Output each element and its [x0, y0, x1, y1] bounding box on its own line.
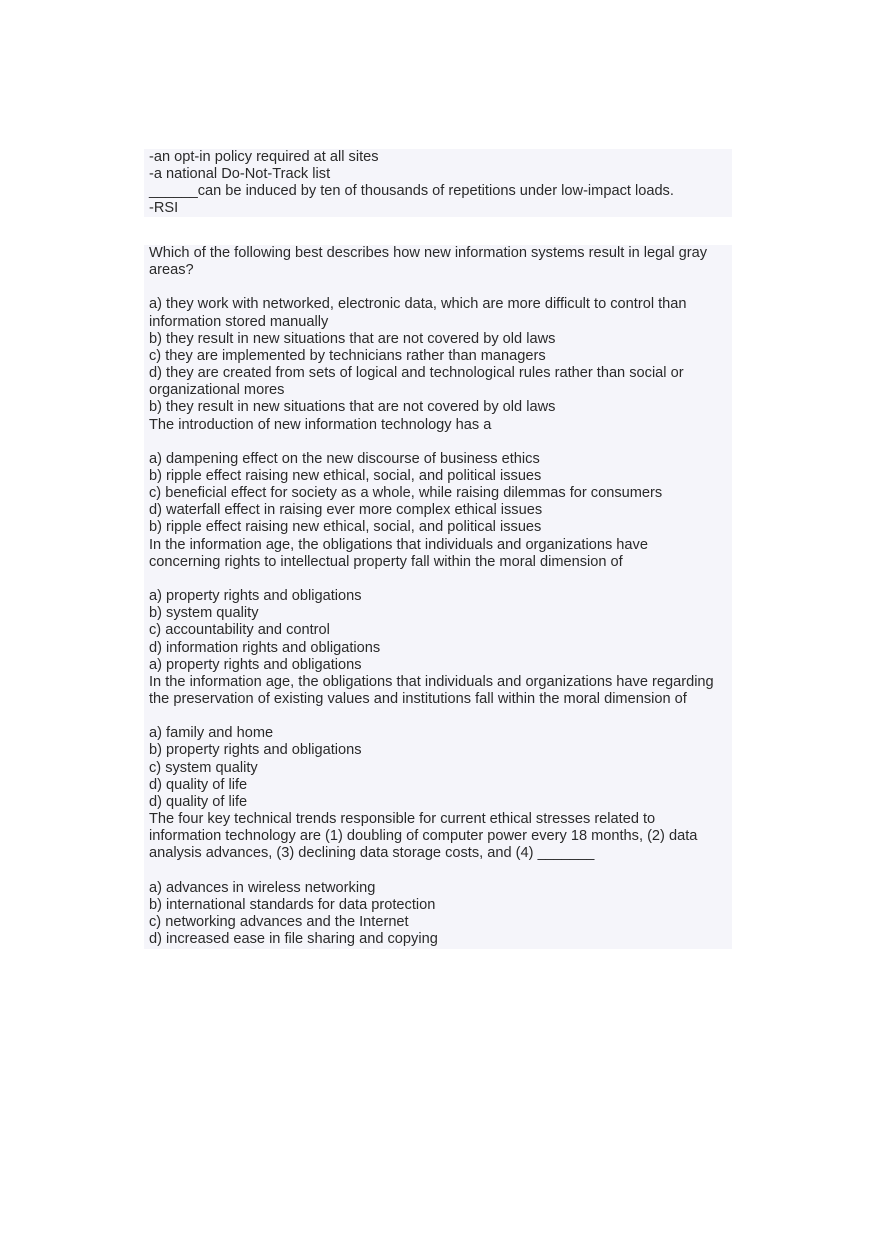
blank-line [149, 708, 727, 725]
answer-option: d) waterfall effect in raising ever more complex ethical issues [149, 502, 543, 519]
question-text: information technology are (1) doubling of computer power every 18 months, (2) data [149, 828, 698, 845]
answer-option: information stored manually [149, 313, 329, 330]
blank-line [149, 863, 727, 880]
text-line: -an opt-in policy required at all sites [149, 149, 379, 165]
answer-option: a) property rights and obligations [149, 588, 362, 605]
answer-option: a) advances in wireless networking [149, 879, 376, 896]
answer-option: d) they are created from sets of logical and technological rules rather than social or [149, 365, 684, 382]
answer-option: b) ripple effect raising new ethical, social, and political issues [149, 468, 542, 484]
answer-option: a) dampening effect on the new discourse of business ethics [149, 450, 540, 467]
answer-option: c) system quality [149, 759, 258, 776]
answer-option: d) quality of life [149, 776, 248, 793]
correct-answer: d) quality of life [149, 793, 248, 810]
answer-option: b) property rights and obligations [149, 742, 362, 759]
text-line: -a national Do-Not-Track list [149, 166, 331, 183]
answer-option: a) they work with networked, electronic data, which are more difficult to control than [149, 296, 687, 313]
answer-option: a) family and home [149, 725, 274, 742]
answer-option: b) they result in new situations that are not covered by old laws [149, 330, 556, 347]
blank-line [149, 434, 727, 451]
answer-option: c) accountability and control [149, 622, 330, 639]
answer-option: d) information rights and obligations [149, 639, 381, 656]
answer-option: c) beneficial effect for society as a whole, while raising dilemmas for consumers [149, 485, 663, 502]
correct-answer: b) ripple effect raising new ethical, social, and political issues [149, 519, 542, 536]
text-block-questions [144, 245, 732, 949]
answer-option: d) increased ease in file sharing and copying [149, 931, 438, 948]
answer-option: organizational mores [149, 382, 285, 399]
answer-option: c) they are implemented by technicians rather than managers [149, 347, 546, 364]
question-text: The introduction of new information technology has a [149, 416, 492, 433]
question-text: In the information age, the obligations that individuals and organizations have regarding [149, 673, 714, 690]
question-text: concerning rights to intellectual property fall within the moral dimension of [149, 553, 623, 570]
answer-option: b) system quality [149, 605, 259, 622]
text-line: -RSI [149, 200, 179, 217]
text-line: ______can be induced by ten of thousands of repetitions under low-impact loads. [149, 183, 674, 200]
answer-option: b) international standards for data protection [149, 896, 436, 913]
question-text: analysis advances, (3) declining data storage costs, and (4) _______ [149, 845, 595, 862]
blank-line [149, 571, 727, 588]
blank-line [149, 279, 727, 296]
text-block-top [144, 149, 732, 217]
question-text: the preservation of existing values and institutions fall within the moral dimension of [149, 691, 687, 708]
question-text: In the information age, the obligations that individuals and organizations have [149, 536, 648, 553]
correct-answer: b) they result in new situations that are not covered by old laws [149, 399, 556, 416]
correct-answer: a) property rights and obligations [149, 656, 362, 673]
question-text: The four key technical trends responsible for current ethical stresses related to [149, 811, 656, 828]
question-text: Which of the following best describes how new information systems result in legal gray [149, 245, 708, 261]
answer-option: c) networking advances and the Internet [149, 914, 409, 931]
question-text: areas? [149, 262, 194, 279]
